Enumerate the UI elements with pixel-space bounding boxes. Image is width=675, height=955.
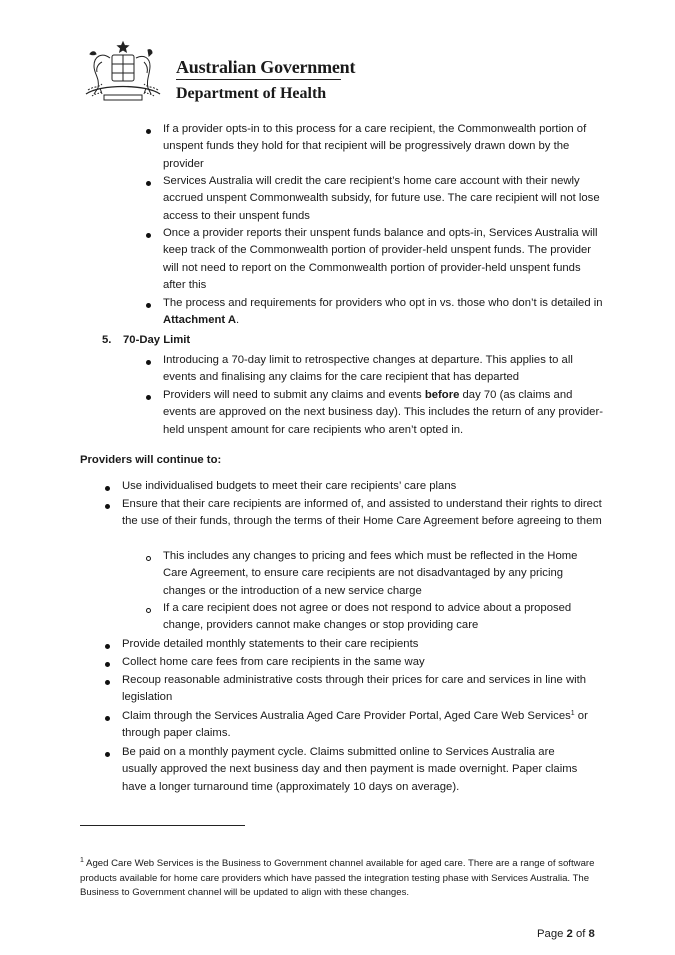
list-item: Recoup reasonable administrative costs through their prices for care and services in line with legislation <box>122 674 587 704</box>
bullet-dot <box>146 360 151 365</box>
bullet-dot <box>146 233 151 238</box>
list-item: Use individualised budgets to meet their care recipients’ care plans <box>122 480 457 492</box>
sub-list-item: This includes any changes to pricing and fees which must be reflected in the Home Care Agreement, to ensure care recipients are not disadvantaged by any pricing changes or the introduction of a new service charge <box>163 550 578 597</box>
coat-of-arms-logo <box>80 38 166 104</box>
footnote: $^1$ Aged Care Web Services is the Business to Government channel available for aged care. There are a range of software products available for home care providers which have passed the integration testing phase with Services Australia. The Business to Government channel will be updated to align with these changes. <box>80 857 595 898</box>
government-title: Australian Government <box>176 57 356 77</box>
footnote-separator <box>80 825 245 826</box>
bullet-dot <box>146 303 151 308</box>
section-title: 70-Day Limit <box>123 334 191 346</box>
list-item: Collect home care fees from care recipients in the same way <box>122 656 425 668</box>
list-item: Once a provider reports their unspent funds balance and opts-in, Services Australia will keep track of the Commonwealth portion of provider-held unspent funds. The provider will not need to report on the Commonwealth portion of provider-held unspent funds after this <box>163 227 598 291</box>
list-item: Provide detailed monthly statements to their care recipients <box>122 638 419 650</box>
bullet-dot <box>105 504 110 509</box>
footnote-mark: 1 <box>80 857 84 864</box>
continue-heading: Providers will continue to: <box>80 454 222 466</box>
page-number: Page 2 of 8 <box>537 928 595 940</box>
section-number: 5. <box>102 334 112 346</box>
bullet-dot <box>146 129 151 134</box>
bullet-dot <box>146 181 151 186</box>
list-item: The process and requirements for providers who opt in vs. those who don’t is detailed in Attachment A. <box>163 297 603 327</box>
bullet-dot <box>105 662 110 667</box>
department-title: Department of Health <box>176 85 327 102</box>
bullet-dot <box>105 486 110 491</box>
list-item: Providers will need to submit any claims and events before day 70 (as claims and events are approved on the next business day). This includes the return of any provider-held unspent amount for care recipients who aren’t opted in. <box>163 389 603 436</box>
attachment-a-link-text: Attachment A <box>163 314 237 327</box>
footnote-reference[interactable]: 1 <box>570 710 575 717</box>
list-item: Be paid on a monthly payment cycle. Claims submitted online to Services Australia are usually approved the next business day and then payment is made overnight. Paper claims have a longer turnaround time (approximately 10 days on average). <box>122 746 578 793</box>
list-item: If a provider opts-in to this process for a care recipient, the Commonwealth portion of unspent funds they hold for that recipient will be progressively drawn down by the provider <box>163 123 587 170</box>
sub-list-item: If a care recipient does not agree or does not respond to advice about a proposed change, providers cannot make changes or stop providing care <box>163 602 572 632</box>
sub-bullet-circle <box>146 556 151 561</box>
list-item: Introducing a 70-day limit to retrospective changes at departure. This applies to all events and finalising any claims for the care recipient that has departed <box>163 354 573 384</box>
bullet-dot <box>105 644 110 649</box>
sub-bullet-circle <box>146 608 151 613</box>
list-item: Claim through the Services Australia Aged Care Provider Portal, Aged Care Web Services$^1$ or through paper claims. <box>122 710 588 740</box>
list-item: Ensure that their care recipients are informed of, and assisted to understand their rights to direct the use of their funds, through the terms of their Home Care Agreement before agreeing to them <box>122 498 602 528</box>
bullet-dot <box>146 395 151 400</box>
bullet-dot <box>105 680 110 685</box>
header-divider <box>176 79 341 80</box>
list-item: Services Australia will credit the care recipient’s home care account with their newly accrued unspent Commonwealth subsidy, for future use. The care recipient will not lose access to their unspent funds <box>163 175 600 222</box>
bullet-dot <box>105 716 110 721</box>
bullet-dot <box>105 752 110 757</box>
